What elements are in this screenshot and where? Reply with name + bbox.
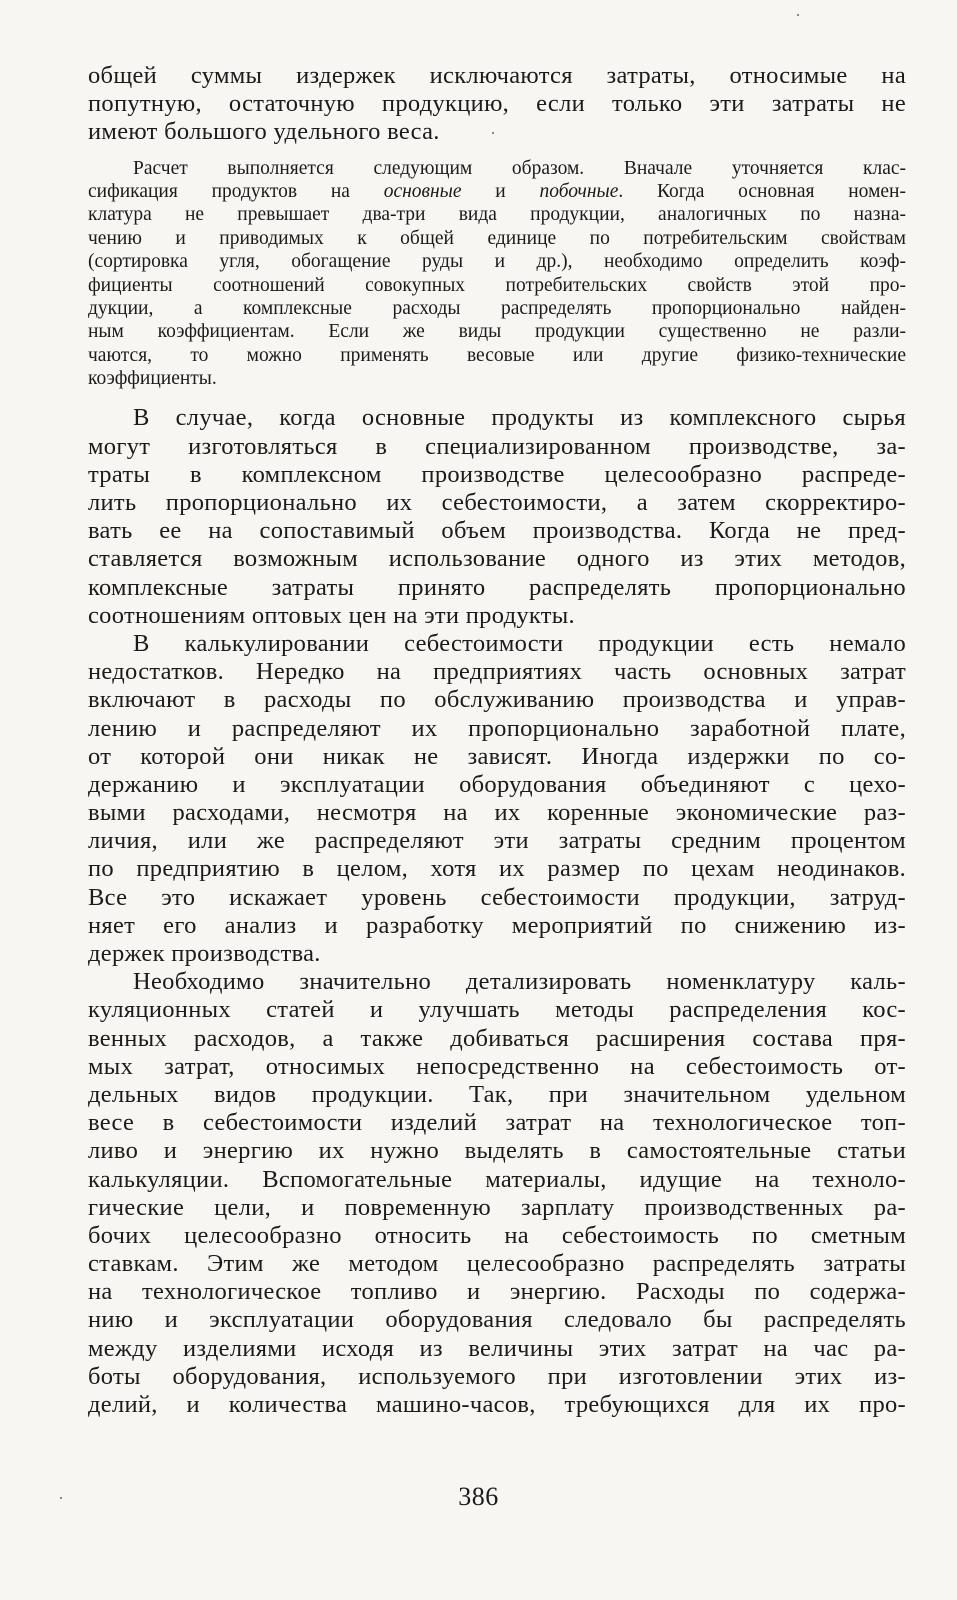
small-print-paragraph xyxy=(88,157,906,391)
text-line: венных расходов, а также добиваться расширения состава пря- xyxy=(88,1024,906,1052)
text-line: личия, или же распределяют эти затраты средним процентом xyxy=(88,827,906,855)
text-line: ным коэффициентам. Если же виды продукции существенно не разли- xyxy=(88,321,906,343)
text-line: весе в себестоимости изделий затрат на технологическое топ- xyxy=(88,1109,906,1137)
text-line: чаются, то можно применять весовые или другие физико-технические xyxy=(88,344,906,366)
text-line: попутную, остаточную продукцию, если только эти затраты не xyxy=(88,90,906,118)
paragraph-4 xyxy=(88,968,906,1419)
page-body xyxy=(88,62,906,1419)
text-line: дельных видов продукции. Так, при значительном удельном xyxy=(88,1080,906,1108)
text-line: от которой они никак не зависят. Иногда издержки по со- xyxy=(88,742,906,770)
text-line: выми расходами, несмотря на их коренные экономические раз- xyxy=(88,799,906,827)
text-line: коэффициенты. xyxy=(88,368,217,390)
text-line: ставляется возможным использование одного из этих методов, xyxy=(88,545,906,573)
page-number: 386 xyxy=(458,1482,499,1511)
text-line: между изделиями исходя из величины этих затрат на час ра- xyxy=(88,1334,906,1362)
text-line: чению и приводимых к общей единице по потребительским свойствам xyxy=(88,227,906,249)
text-line: куляционных статей и улучшать методы распределения кос- xyxy=(88,996,906,1024)
text-line: клатура не превышает два-три вида продукции, аналогичных по назна- xyxy=(88,204,906,226)
paragraph-3 xyxy=(88,630,906,968)
text-line: траты в комплексном производстве целесообразно распреде- xyxy=(88,460,906,488)
paragraph-2 xyxy=(88,404,906,630)
text-line: имеют большого удельного веса. xyxy=(88,118,440,146)
italic-term: побочные xyxy=(539,180,619,202)
text-line: (сортировка угля, обогащение руды и др.), необходимо определить коэф- xyxy=(88,251,906,273)
top-paragraph xyxy=(88,62,906,147)
text-line: калькуляции. Вспомогательные материалы, идущие на техноло- xyxy=(88,1165,906,1193)
text-line: нию и эксплуатации оборудования следовало бы распределять xyxy=(88,1306,906,1334)
text-line: недостатков. Нередко на предприятиях часть основных затрат xyxy=(88,658,906,686)
text-line: боты оборудования, используемого при изготовлении этих из- xyxy=(88,1362,906,1390)
text-line: няет его анализ и разработку мероприятий по снижению из- xyxy=(88,911,906,939)
text-line: Расчет выполняется следующим образом. Вначале уточняется клас- xyxy=(133,157,906,179)
text-line: делий, и количества машино-часов, требующихся для их про- xyxy=(88,1391,906,1419)
text-line: на технологическое топливо и энергию. Расходы по содержа- xyxy=(88,1278,906,1306)
text-line: соотношениям оптовых цен на эти продукты. xyxy=(88,601,575,629)
text-line: гические цели, и повременную зарплату производственных ра- xyxy=(88,1193,906,1221)
text-line: лить пропорционально их себестоимости, а затем скорректиро- xyxy=(88,489,906,517)
text-line: бочих целесообразно относить на себестоимость по сметным xyxy=(88,1221,906,1249)
text-line: фициенты соотношений совокупных потребительских свойств этой про- xyxy=(88,274,906,296)
text-line: дукции, а комплексные расходы распределять пропорционально найден- xyxy=(88,297,906,319)
text-line: комплексные затраты принято распределять пропорционально xyxy=(88,573,906,601)
text-line: включают в расходы по обслуживанию производства и управ- xyxy=(88,686,906,714)
text-line: вать ее на сопоставимый объем производства. Когда не пред- xyxy=(88,517,906,545)
text-line: лению и распределяют их пропорционально заработной плате, xyxy=(88,714,906,742)
text-line: по предприятию в целом, хотя их размер по цехам неодинаков. xyxy=(88,855,906,883)
spacer xyxy=(88,390,906,404)
text-line: В случае, когда основные продукты из комплексного сырья xyxy=(133,404,906,432)
italic-term: основные xyxy=(383,180,462,202)
text-line: держек производства. xyxy=(88,940,321,968)
text-line: Все это искажает уровень себестоимости продукции, затруд- xyxy=(88,883,906,911)
text-line: держанию и эксплуатации оборудования объединяют с цехо- xyxy=(88,770,906,798)
text-line: В калькулировании себестоимости продукции есть немало xyxy=(133,629,906,657)
text-line-with-italics: сификация продуктов на основные и побочные. Когда основная номен- xyxy=(88,180,906,202)
text-line: ливо и энергию их нужно выделять в самостоятельные статьи xyxy=(88,1137,906,1165)
scan-speck xyxy=(60,1497,62,1499)
text-line: могут изготовляться в специализированном производстве, за- xyxy=(88,432,906,460)
text-line: ставкам. Этим же методом целесообразно распределять затраты xyxy=(88,1250,906,1278)
text-line: Необходимо значительно детализировать номенклатуру каль- xyxy=(133,968,906,996)
scan-speck xyxy=(797,14,799,16)
scan-speck xyxy=(492,132,494,134)
text-line: мых затрат, относимых непосредственно на себестоимость от- xyxy=(88,1052,906,1080)
text-line: общей суммы издержек исключаются затраты, относимые на xyxy=(88,62,906,89)
